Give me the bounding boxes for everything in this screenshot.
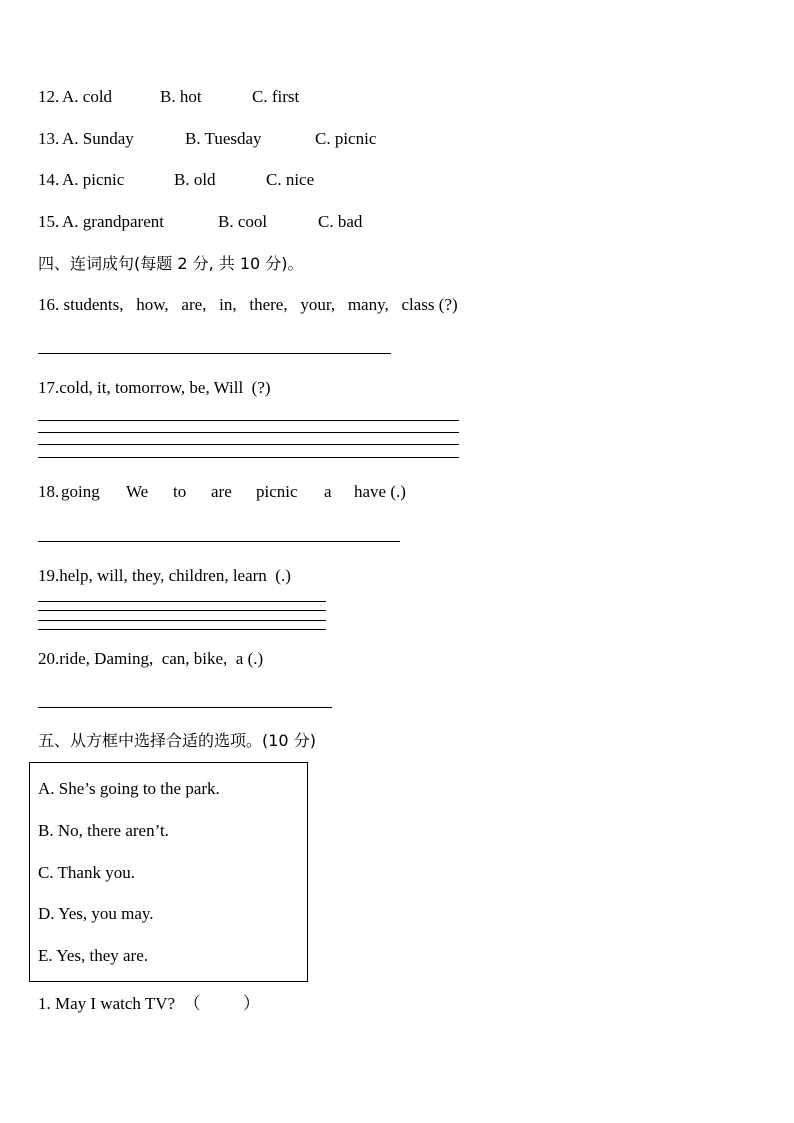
answer-line-20[interactable]: [38, 707, 332, 708]
word: have (.): [354, 482, 406, 501]
mc-option-a: A. picnic: [62, 170, 125, 189]
mc-item-number: 14.: [38, 170, 60, 189]
question-number: 18.: [38, 482, 60, 501]
answer-line: [38, 610, 326, 611]
word: are: [211, 482, 232, 501]
word: picnic: [256, 482, 298, 501]
mc-option-a: A. Sunday: [62, 129, 134, 148]
mc-option-b: B. Tuesday: [185, 129, 262, 148]
word: We: [126, 482, 149, 501]
mc-option-c: C. picnic: [315, 129, 377, 148]
question-17: 17.cold, it, tomorrow, be, Will (?): [38, 378, 271, 397]
mc-item-number: 13.: [38, 129, 60, 148]
option-c: C. Thank you.: [38, 863, 135, 882]
answer-line: [38, 432, 459, 433]
question-20: 20.ride, Daming, can, bike, a (.): [38, 649, 264, 668]
option-d: D. Yes, you may.: [38, 904, 154, 923]
option-b: B. No, there aren’t.: [38, 821, 169, 840]
mc-option-c: C. bad: [318, 212, 363, 231]
question-1[interactable]: 1. May I watch TV? （ ）: [38, 994, 261, 1013]
word: to: [173, 482, 187, 501]
question-19: 19.help, will, they, children, learn (.): [38, 566, 291, 585]
answer-line: [38, 601, 326, 602]
word: a: [324, 482, 332, 501]
mc-option-b: B. old: [174, 170, 216, 189]
option-a: A. She’s going to the park.: [38, 779, 220, 798]
answer-line: [38, 629, 326, 630]
word: going: [61, 482, 100, 501]
mc-option-a: A. grandparent: [62, 212, 164, 231]
answer-line: [38, 457, 459, 458]
mc-option-c: C. nice: [266, 170, 315, 189]
section-5-heading: 五、从方框中选择合适的选项。(10 分): [38, 731, 316, 750]
answer-line: [38, 444, 459, 445]
mc-item-number: 12.: [38, 87, 60, 106]
mc-option-b: B. cool: [218, 212, 268, 231]
option-e: E. Yes, they are.: [38, 946, 149, 965]
answer-line-16[interactable]: [38, 353, 391, 354]
mc-item-number: 15.: [38, 212, 60, 231]
question-16: 16. students, how, are, in, there, your, many, class (?): [38, 295, 458, 314]
answer-line: [38, 620, 326, 621]
answer-line-18[interactable]: [38, 541, 400, 542]
mc-option-b: B. hot: [160, 87, 202, 106]
section-4-heading: 四、连词成句(每题 2 分, 共 10 分)。: [38, 254, 304, 273]
mc-option-c: C. first: [252, 87, 300, 106]
mc-option-a: A. cold: [62, 87, 113, 106]
answer-line: [38, 420, 459, 421]
